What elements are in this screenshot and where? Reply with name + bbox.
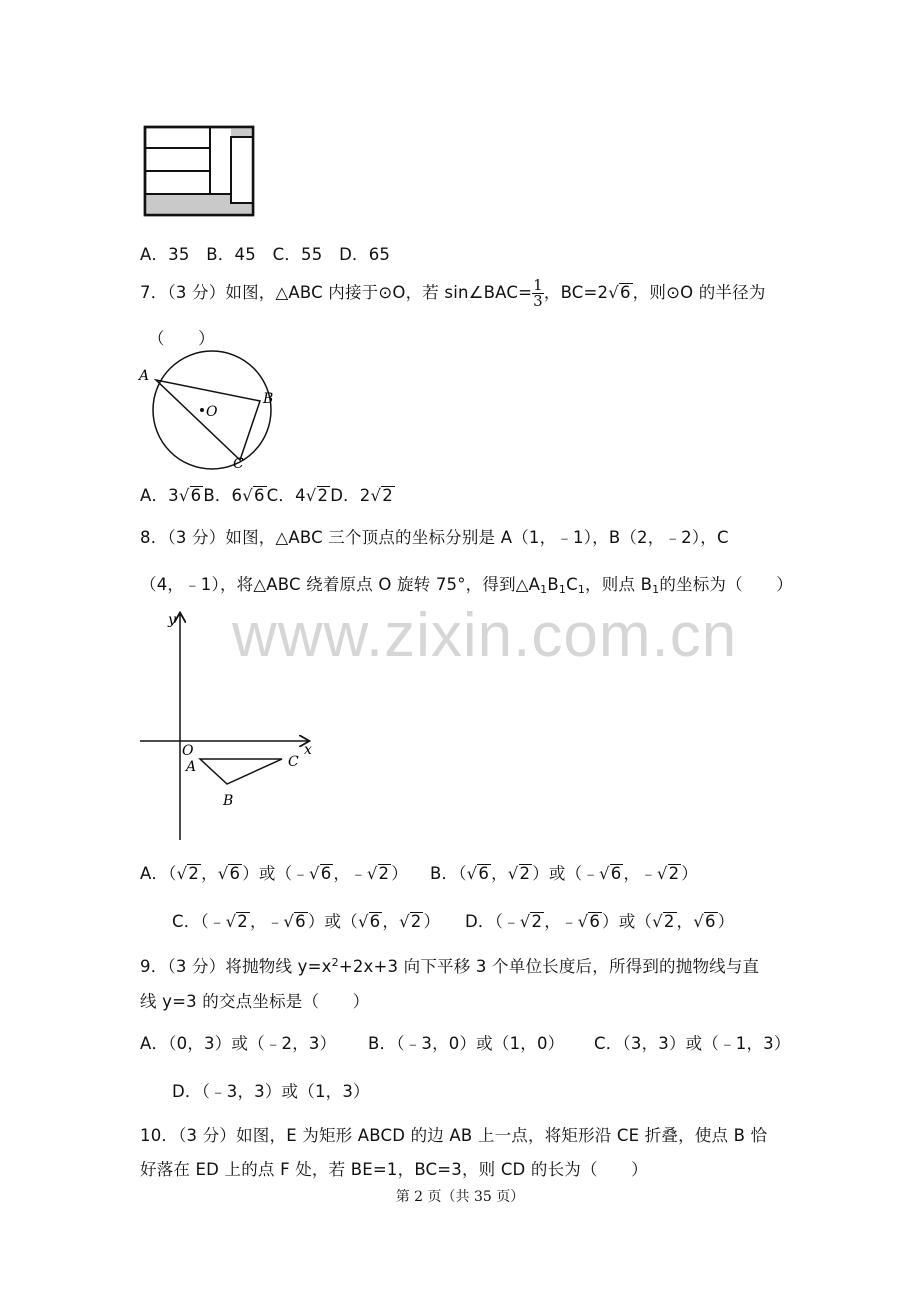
q10-line2: 好落在 ED 上的点 F 处，若 BE=1，BC=3，则 CD 的长为（ ） bbox=[140, 1160, 648, 1179]
q8-coordinate-figure bbox=[136, 606, 326, 844]
q9-line1: 9．（3 分）将抛物线 $y=x^2+2x+3$ 向下平移 3 个单位长度后，所得到的抛物线与直 bbox=[140, 956, 760, 976]
q8-option-d: D．（﹣√2 ，﹣√6 ）或（√2 ，√6 ） bbox=[465, 912, 735, 931]
q7-fraction: $\frac{1}{3}$ bbox=[533, 276, 543, 310]
q8-label-a: A bbox=[186, 759, 197, 775]
q8-label-c: C bbox=[288, 754, 299, 770]
q7-label-a: A bbox=[139, 368, 150, 384]
q8-label-o: O bbox=[182, 743, 194, 759]
q7-options: A．3√6 B．6√6 C．4√2 D．2√2 bbox=[140, 486, 393, 505]
q10-line1: 10．（3 分）如图，E 为矩形 ABCD 的边 AB 上一点，将矩形沿 CE 折叠，使点 B 恰 bbox=[140, 1126, 768, 1145]
watermark: www.zixin.com.cn bbox=[232, 601, 738, 670]
q9-option-c: C．（3，3）或（﹣1，3） bbox=[594, 1034, 791, 1053]
q8-label-b: B bbox=[223, 793, 234, 809]
q8-option-a: A．（√2 ，√6 ）或（﹣√6 ，﹣√2 ） bbox=[140, 864, 408, 883]
q6-figure bbox=[140, 124, 260, 218]
q8-label-x: x bbox=[304, 742, 312, 758]
q7-label-o: O bbox=[206, 404, 218, 420]
q7-label-c: C bbox=[233, 456, 244, 472]
q7-circle-figure bbox=[136, 350, 286, 472]
q9-option-a: A．（0，3）或（﹣2，3） bbox=[140, 1034, 337, 1053]
q6-options: A．35 B．45 C．55 D．65 bbox=[140, 245, 391, 264]
q7-label-b: B bbox=[263, 391, 274, 407]
q9-option-d: D．（﹣3，3）或（1，3） bbox=[172, 1082, 370, 1101]
q7-paren: （ ） bbox=[148, 329, 215, 348]
q8-line2: （4，﹣1），将△ABC 绕着原点 O 旋转 75°，得到$\triangle A_1B_1C_1$，则点 $B_1$的坐标为（ ） bbox=[140, 575, 793, 596]
q9-line2: 线 y=3 的交点坐标是（ ） bbox=[140, 992, 370, 1011]
q9-option-b: B．（﹣3，0）或（1，0） bbox=[368, 1034, 565, 1053]
q7-stem-a: 7．（3 分）如图，△ABC 内接于⊙O，若 sin∠BAC= bbox=[140, 283, 533, 302]
q7-stem: 7．（3 分）如图，△ABC 内接于⊙O，若 sin∠BAC= $\frac{1}{3}$ ，BC=2√6 ，则⊙O 的半径为 bbox=[140, 276, 766, 310]
page-footer: 第 2 页（共 35 页） bbox=[395, 1189, 525, 1205]
q8-option-c: C．（﹣√2 ，﹣√6 ）或（√6 ，√2 ） bbox=[172, 912, 441, 931]
q8-line1: 8．（3 分）如图，△ABC 三个顶点的坐标分别是 A（1，﹣1），B（2，﹣2），C bbox=[140, 528, 729, 547]
q8-label-y: y bbox=[168, 612, 176, 628]
q8-option-b: B．（√6 ，√2 ）或（﹣√6 ，﹣√2 ） bbox=[430, 864, 698, 883]
